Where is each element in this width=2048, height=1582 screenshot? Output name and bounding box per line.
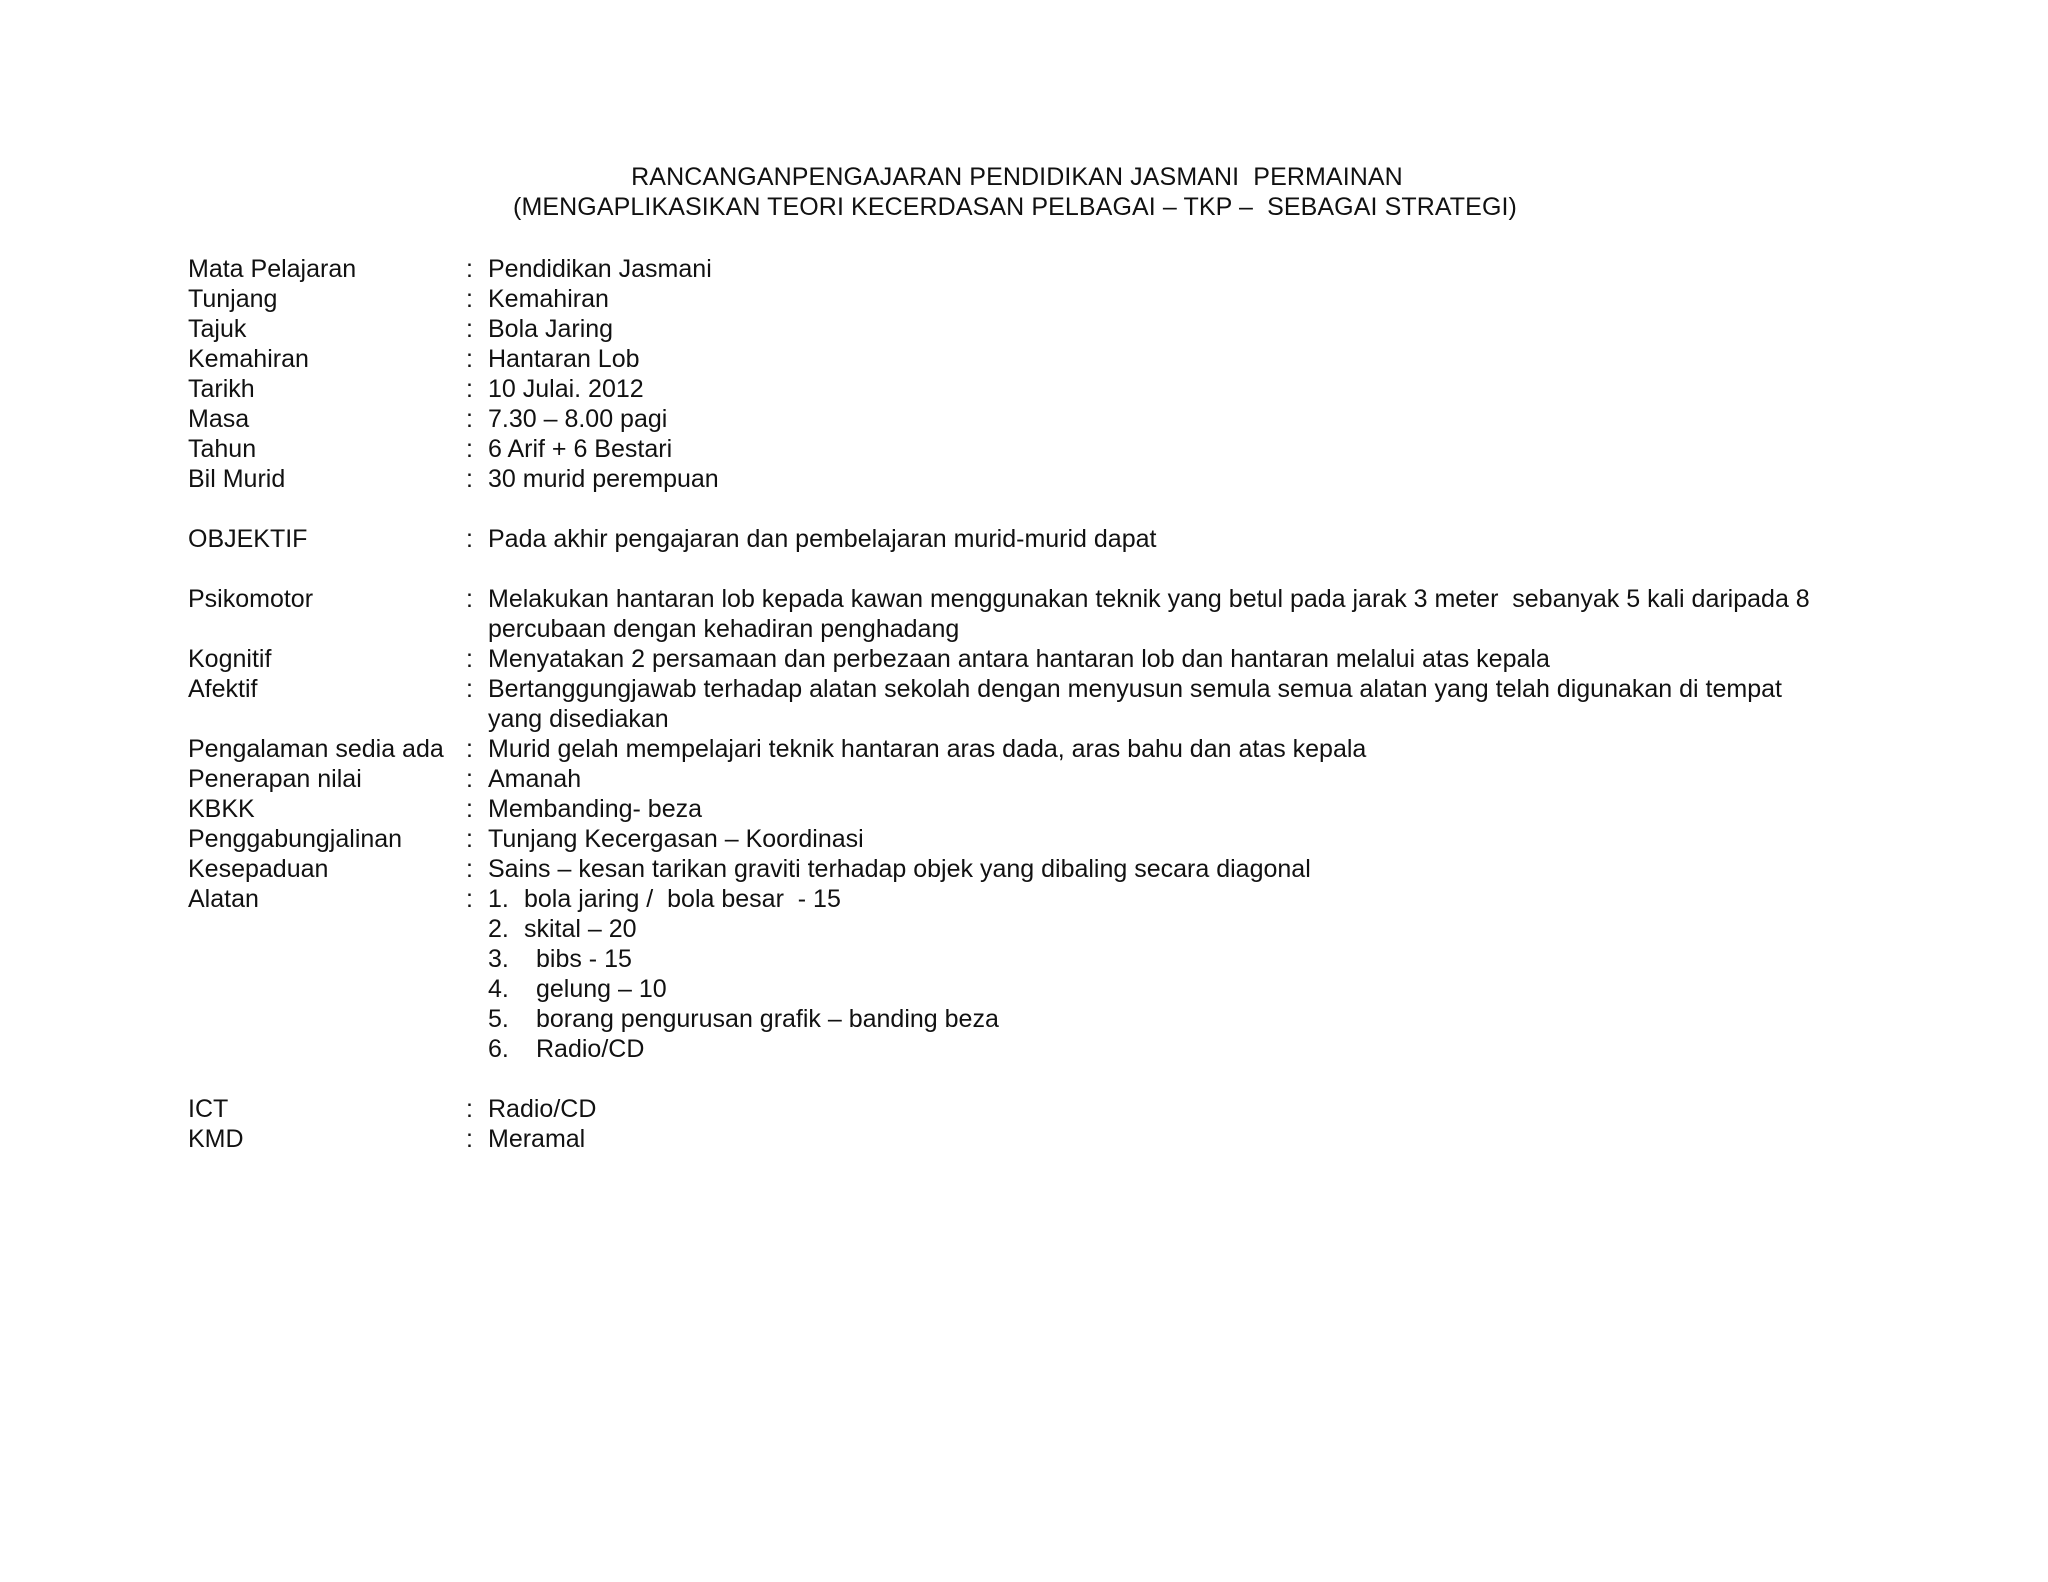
lesson-plan-fields: [188, 254, 1888, 1154]
field-tunjang: [188, 284, 1888, 314]
title-line-1: RANCANGANPENGAJARAN PENDIDIKAN JASMANI PERMAINAN: [631, 163, 1403, 191]
field-separator: :: [466, 1125, 473, 1153]
field-value: Sains – kesan tarikan graviti terhadap objek yang dibaling secara diagonal: [488, 855, 1311, 883]
field-pengalaman-sedia-ada: [188, 734, 1888, 764]
field-separator: :: [466, 675, 473, 703]
field-value: 6 Arif + 6 Bestari: [488, 435, 673, 463]
alatan-item: [488, 1034, 644, 1064]
field-separator: :: [466, 435, 473, 463]
field-value: [488, 674, 1888, 734]
field-separator: :: [466, 795, 473, 823]
field-alatan: [188, 884, 1888, 914]
alatan-item-number: 1.: [488, 885, 509, 913]
field-value: [488, 584, 1888, 644]
field-separator: :: [466, 585, 473, 613]
field-label: Penerapan nilai: [188, 765, 362, 793]
alatan-item-number: 5.: [488, 1005, 509, 1033]
field-separator: :: [466, 735, 473, 763]
field-label: Tahun: [188, 435, 257, 463]
field-kesepaduan: [188, 854, 1888, 884]
field-label: ICT: [188, 1095, 229, 1123]
field-label: Kesepaduan: [188, 855, 329, 883]
alatan-item-text: skital – 20: [524, 915, 637, 943]
field-label: KBKK: [188, 795, 255, 823]
field-separator: :: [466, 285, 473, 313]
field-separator: :: [466, 525, 473, 553]
field-value: Murid gelah mempelajari teknik hantaran aras dada, aras bahu dan atas kepala: [488, 735, 1367, 763]
field-label: Tunjang: [188, 285, 278, 313]
alatan-item-row: [188, 914, 1888, 944]
alatan-item-text: Radio/CD: [536, 1035, 645, 1063]
field-value: Pendidikan Jasmani: [488, 255, 712, 283]
field-label: Mata Pelajaran: [188, 255, 357, 283]
field-separator: :: [466, 345, 473, 373]
field-psikomotor: [188, 584, 1888, 644]
alatan-item-text: borang pengurusan grafik – banding beza: [536, 1005, 999, 1033]
field-separator: :: [466, 315, 473, 343]
alatan-item-number: 6.: [488, 1035, 509, 1063]
field-label: Alatan: [188, 885, 259, 913]
alatan-item-number: 2.: [488, 915, 509, 943]
field-value-line-1: Melakukan hantaran lob kepada kawan menggunakan teknik yang betul pada jarak 3 meter sebanyak 5 kali daripada 8: [488, 585, 1810, 613]
field-value: Amanah: [488, 765, 582, 793]
field-kognitif: [188, 644, 1888, 674]
field-separator: :: [466, 765, 473, 793]
field-penggabungjalinan: [188, 824, 1888, 854]
field-afektif: [188, 674, 1888, 734]
field-label: KMD: [188, 1125, 244, 1153]
field-label: Kognitif: [188, 645, 272, 673]
field-kmd: [188, 1124, 1888, 1154]
title-line-2: (MENGAPLIKASIKAN TEORI KECERDASAN PELBAGAI – TKP – SEBAGAI STRATEGI): [513, 193, 1517, 221]
field-value: Meramal: [488, 1125, 586, 1153]
field-label: Kemahiran: [188, 345, 309, 373]
field-mata-pelajaran: [188, 254, 1888, 284]
alatan-item-row: [188, 974, 1888, 1004]
field-value: 7.30 – 8.00 pagi: [488, 405, 668, 433]
alatan-item: [488, 1004, 999, 1034]
field-value-line-2: yang disediakan: [488, 705, 669, 733]
alatan-item: [488, 974, 667, 1004]
field-separator: :: [466, 825, 473, 853]
alatan-item: [488, 884, 841, 914]
alatan-item-row: [188, 1034, 1888, 1064]
field-label: Psikomotor: [188, 585, 314, 613]
field-label: Penggabungjalinan: [188, 825, 403, 853]
field-value: Radio/CD: [488, 1095, 597, 1123]
field-separator: :: [466, 645, 473, 673]
alatan-item-number: 3.: [488, 945, 509, 973]
field-value: Pada akhir pengajaran dan pembelajaran murid-murid dapat: [488, 525, 1157, 553]
document-title: [0, 162, 2048, 222]
alatan-item-text: bibs - 15: [536, 945, 632, 973]
field-ict: [188, 1094, 1888, 1124]
field-tajuk: [188, 314, 1888, 344]
field-value-line-2: percubaan dengan kehadiran penghadang: [488, 615, 960, 643]
alatan-item: [488, 914, 637, 944]
field-separator: :: [466, 885, 473, 913]
field-value-line-1: Bertanggungjawab terhadap alatan sekolah dengan menyusun semula semua alatan yang telah digunakan di tempat: [488, 675, 1782, 703]
alatan-item-row: [188, 944, 1888, 974]
field-value: 10 Julai. 2012: [488, 375, 644, 403]
field-label: Bil Murid: [188, 465, 286, 493]
field-separator: :: [466, 405, 473, 433]
alatan-item: [488, 944, 632, 974]
field-label: Pengalaman sedia ada: [188, 735, 444, 763]
field-tarikh: [188, 374, 1888, 404]
field-kemahiran: [188, 344, 1888, 374]
field-label: Tarikh: [188, 375, 255, 403]
field-kbkk: [188, 794, 1888, 824]
field-value: Tunjang Kecergasan – Koordinasi: [488, 825, 864, 853]
field-separator: :: [466, 1095, 473, 1123]
field-label: OBJEKTIF: [188, 525, 308, 553]
field-label: Afektif: [188, 675, 258, 703]
alatan-item-text: bola jaring / bola besar - 15: [524, 885, 841, 913]
field-masa: [188, 404, 1888, 434]
field-value: Bola Jaring: [488, 315, 614, 343]
alatan-item-text: gelung – 10: [536, 975, 667, 1003]
field-value: Hantaran Lob: [488, 345, 640, 373]
field-value: Menyatakan 2 persamaan dan perbezaan antara hantaran lob dan hantaran melalui atas kepala: [488, 645, 1550, 673]
field-separator: :: [466, 465, 473, 493]
field-objektif: [188, 524, 1888, 554]
field-value: 30 murid perempuan: [488, 465, 719, 493]
alatan-item-row: [188, 1004, 1888, 1034]
field-separator: :: [466, 855, 473, 883]
field-label: Tajuk: [188, 315, 247, 343]
field-value: Membanding- beza: [488, 795, 703, 823]
field-penerapan-nilai: [188, 764, 1888, 794]
field-value: Kemahiran: [488, 285, 609, 313]
field-bil-murid: [188, 464, 1888, 494]
field-separator: :: [466, 255, 473, 283]
field-separator: :: [466, 375, 473, 403]
field-tahun: [188, 434, 1888, 464]
alatan-item-number: 4.: [488, 975, 509, 1003]
field-label: Masa: [188, 405, 250, 433]
